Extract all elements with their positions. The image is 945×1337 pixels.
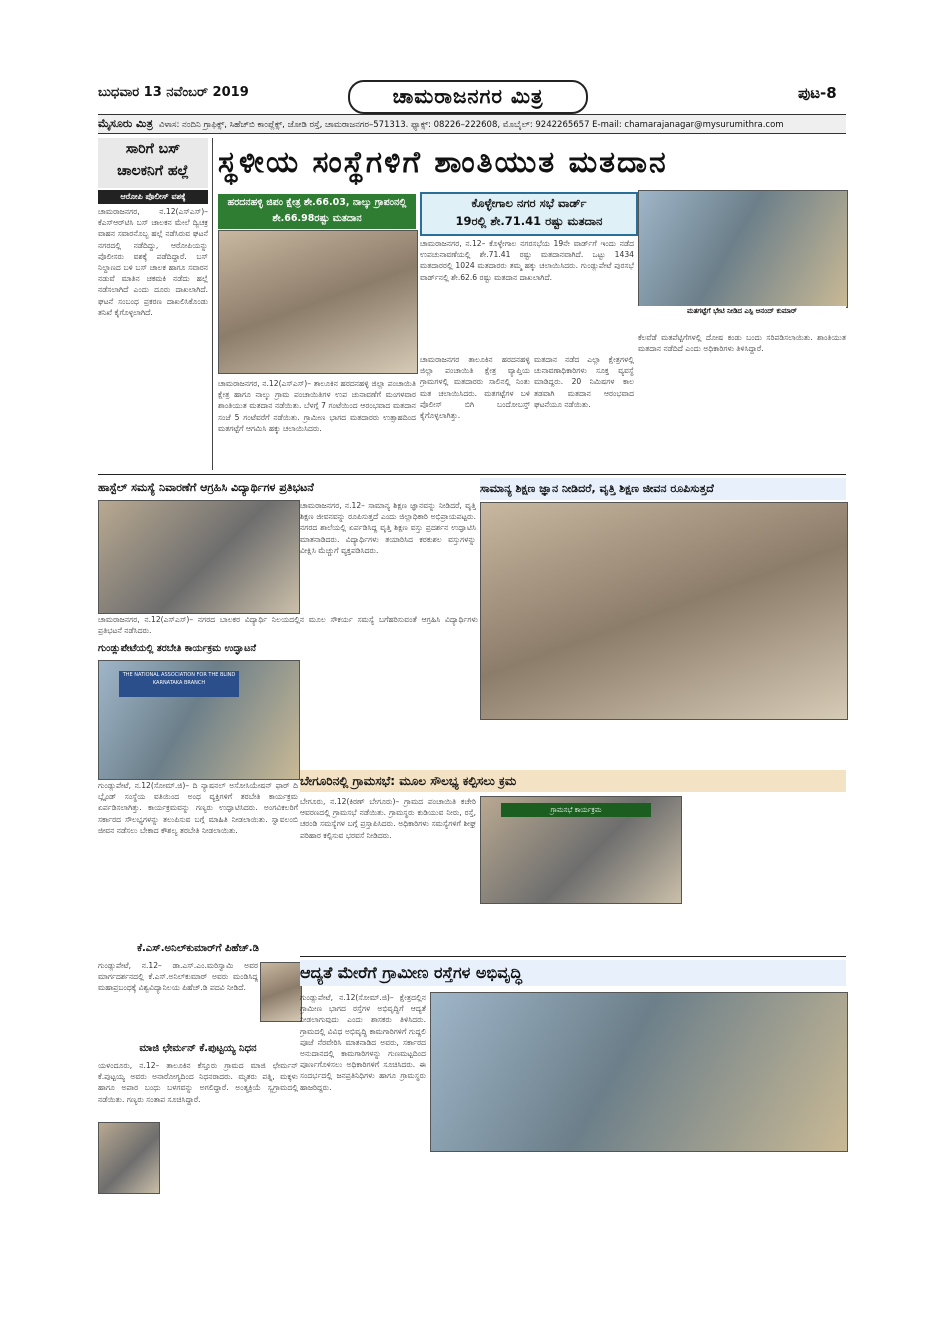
- anilkumar-portrait: [260, 962, 302, 1022]
- polling-photo-caption: ಮತಗಟ್ಟೆಗೆ ಭೇಟಿ ನೀಡಿದ ಎಸ್ಪಿ ಆನಂದ್ ಕುಮಾರ್: [638, 306, 846, 328]
- roads-body-cont: [430, 1154, 846, 1252]
- education-right-col: [684, 722, 846, 954]
- info-strip: [98, 114, 846, 134]
- phd-headline: ಕೆ.ಎಸ್.ಅನಿಲ್‌ಕುಮಾರ್‌ಗೆ ಪಿಹೆಚ್.ಡಿ: [137, 943, 259, 954]
- page-number: ಪುಟ-8: [798, 84, 837, 102]
- obit-body: ಯಳಂದೂರು, ನ.12– ತಾಲೂಕಿನ ಕೆಸ್ತೂರು ಗ್ರಾಮದ ಮಾಜಿ ಛೇರ್ಮನ್ ಕೆ.ಪುಟ್ಟಯ್ಯ ಅವರು ಅನಾರೋಗ್ಯದಿಂದ ನಿಧನರಾದರು. ಮೃತರು ಪತ್ನಿ, ಮಕ್ಕಳು ಹಾಗೂ ಅಪಾರ ಬಂಧು ಬಳಗವನ್ನು ಅಗಲಿದ್ದಾರೆ. ಅಂತ್ಯಕ್ರಿಯೆ ಸ್ವಗ್ರಾಮದಲ್ಲಿ ನಡೆಯಿತು. ಗಣ್ಯರು ಸಂತಾಪ ಸೂಚಿಸಿದ್ದಾರೆ.: [98, 1061, 298, 1104]
- right-story-head: [420, 192, 638, 236]
- issue-date: ಬುಧವಾರ 13 ನವೆಂಬರ್ 2019: [98, 85, 249, 100]
- vocational-exhibition-photo: [480, 502, 848, 720]
- hostel-body: ಚಾಮರಾಜನಗರ, ನ.12(ಎಸ್‌ಎಸ್)– ನಗರದ ಬಾಲಕರ ವಿದ್ಯಾರ್ಥಿ ನಿಲಯದಲ್ಲಿನ ಮೂಲ ಸೌಕರ್ಯ ಸಮಸ್ಯೆ ಬಗೆಹರಿಸುವಂತೆ ಆಗ್ರಹಿಸಿ ವಿದ್ಯಾರ್ಥಿಗಳು ಪ್ರತಿಭಟನೆ ನಡೆಸಿದರು.: [98, 615, 478, 636]
- gundlupet-body: ಗುಂಡ್ಲುಪೇಟೆ, ನ.12(ಸೋಮ್.ಜಿ)– ದಿ ನ್ಯಾಷನಲ್ ಅಸೋಸಿಯೇಷನ್ ಫಾರ್ ದಿ ಬ್ಲೈಂಡ್ ಸಂಸ್ಥೆಯ ವತಿಯಿಂದ ಅಂಧ ವ್ಯಕ್ತಿಗಳಿಗೆ ತರಬೇತಿ ಕಾರ್ಯಕ್ರಮ ಏರ್ಪಡಿಸಲಾಗಿತ್ತು. ಕಾರ್ಯಕ್ರಮವನ್ನು ಗಣ್ಯರು ಉದ್ಘಾಟಿಸಿದರು. ಅಂಗವಿಕಲರಿಗೆ ಸರ್ಕಾರದ ಸೌಲಭ್ಯಗಳನ್ನು ತಲುಪಿಸುವ ಬಗ್ಗೆ ಮಾಹಿತಿ ನೀಡಲಾಯಿತು. ಸ್ವಾವಲಂಬಿ ಜೀವನ ನಡೆಸಲು ಬೇಕಾದ ಕೌಶಲ್ಯ ತರಬೇತಿ ನೀಡಲಾಯಿತು.: [98, 781, 298, 835]
- column-divider: [212, 138, 213, 470]
- roads-body: ಗುಂಡ್ಲುಪೇಟೆ, ನ.12(ಸೋಮ್.ಜಿ)– ಕ್ಷೇತ್ರದಲ್ಲಿನ ಗ್ರಾಮೀಣ ಭಾಗದ ರಸ್ತೆಗಳ ಅಭಿವೃದ್ಧಿಗೆ ಆದ್ಯತೆ ನೀಡಲಾಗುವುದು ಎಂದು ಶಾಸಕರು ತಿಳಿಸಿದರು. ಗ್ರಾಮದಲ್ಲಿ ವಿವಿಧ ಅಭಿವೃದ್ಧಿ ಕಾಮಗಾರಿಗಳಿಗೆ ಗುದ್ದಲಿ ಪೂಜೆ ನೆರವೇರಿಸಿ ಮಾತನಾಡಿದ ಅವರು, ಸರ್ಕಾರದ ಅನುದಾನದಲ್ಲಿ ಕಾಮಗಾರಿಗಳನ್ನು ಗುಣಮಟ್ಟದಿಂದ ಪೂರ್ಣಗೊಳಿಸಲು ಅಧಿಕಾರಿಗಳಿಗೆ ಸೂಚಿಸಿದರು. ಈ ಸಂದರ್ಭದಲ್ಲಿ ಜನಪ್ರತಿನಿಧಿಗಳು ಹಾಗೂ ಗ್ರಾಮಸ್ಥರು ಹಾಜರಿದ್ದರು.: [300, 993, 426, 1092]
- center-story-body: ಚಾಮರಾಜನಗರ, ನ.12(ಎಸ್‌ಎಸ್)– ತಾಲೂಕಿನ ಹರದನಹಳ್ಳಿ ಜಿಲ್ಲಾ ಪಂಚಾಯಿತಿ ಕ್ಷೇತ್ರ ಹಾಗೂ ನಾಲ್ಕು ಗ್ರಾಮ ಪಂಚಾಯಿತಿಗಳ ಉಪ ಚುನಾವಣೆಗೆ ಮಂಗಳವಾರ ಶಾಂತಿಯುತ ಮತದಾನ ನಡೆಯಿತು. ಬೆಳಗ್ಗೆ 7 ಗಂಟೆಯಿಂದ ಆರಂಭವಾದ ಮತದಾನ ಸಂಜೆ 5 ಗಂಟೆವರೆಗೆ ನಡೆಯಿತು. ಗ್ರಾಮೀಣ ಭಾಗದ ಮತದಾರರು ಉತ್ಸಾಹದಿಂದ ಮತಗಟ್ಟೆಗೆ ಆಗಮಿಸಿ ಹಕ್ಕು ಚಲಾಯಿಸಿದರು.: [218, 379, 416, 433]
- left-story-body: ಚಾಮರಾಜನಗರ, ನ.12(ಎಸ್‌ಎಸ್)– ಕೆಎಸ್‌ಆರ್‌ಟಿಸಿ ಬಸ್ ಚಾಲಕನ ಮೇಲೆ ದ್ವಿಚಕ್ರ ವಾಹನ ಸವಾರನೊಬ್ಬ ಹಲ್ಲೆ ನಡೆಸಿರುವ ಘಟನೆ ನಗರದಲ್ಲಿ ನಡೆದಿದ್ದು, ಆರೋಪಿಯನ್ನು ಪೊಲೀಸರು ವಶಕ್ಕೆ ಪಡೆದಿದ್ದಾರೆ. ಬಸ್ ನಿಲ್ದಾಣದ ಬಳಿ ಬಸ್ ಚಾಲಕ ಹಾಗೂ ಸವಾರನ ನಡುವೆ ಮಾತಿನ ಚಕಮಕಿ ನಡೆದು ಹಲ್ಲೆ ನಡೆಸಲಾಗಿದೆ ಎಂದು ದೂರು ದಾಖಲಾಗಿದೆ. ಘಟನೆ ಸಂಬಂಧ ಪ್ರಕರಣ ದಾಖಲಿಸಿಕೊಂಡು ತನಿಖೆ ಕೈಗೊಳ್ಳಲಾಗಿದೆ.: [98, 207, 208, 317]
- polling-station-photo: [638, 190, 848, 308]
- mid-body-col-2: ಮತದಾನ ನಡೆದ ಎಲ್ಲಾ ಕ್ಷೇತ್ರಗಳಲ್ಲಿ ಚುನಾವಣಾಧಿಕಾರಿಗಳು ಸೂಕ್ತ ವ್ಯವಸ್ಥೆ ಮಾಡಿದ್ದರು. 20 ನಿಮಿಷಗಳ ಕಾಲ ತಡವಾಗಿ ಮತದಾನ ಆರಂಭವಾದ ಘಟನೆಯೂ ನಡೆಯಿತು.: [534, 355, 634, 409]
- grama-sabha-banner: ಗ್ರಾಮಸಭೆ ಕಾರ್ಯಕ್ರಮ: [501, 803, 651, 817]
- education-body: ಚಾಮರಾಜನಗರ, ನ.12– ಸಾಮಾನ್ಯ ಶಿಕ್ಷಣ ಜ್ಞಾನವನ್ನು ನೀಡಿದರೆ, ವೃತ್ತಿ ಶಿಕ್ಷಣ ಜೀವನವನ್ನು ರೂಪಿಸುತ್ತದೆ ಎಂದು ಜಿಲ್ಲಾಧಿಕಾರಿ ಅಭಿಪ್ರಾಯಪಟ್ಟರು. ನಗರದ ಶಾಲೆಯಲ್ಲಿ ಏರ್ಪಡಿಸಿದ್ದ ವೃತ್ತಿ ಶಿಕ್ಷಣ ವಸ್ತು ಪ್ರದರ್ಶನ ಉದ್ಘಾಟಿಸಿ ಮಾತನಾಡಿದರು. ವಿದ್ಯಾರ್ಥಿಗಳು ತಯಾರಿಸಿದ ಕರಕುಶಲ ವಸ್ತುಗಳನ್ನು ವೀಕ್ಷಿಸಿ ಮೆಚ್ಚುಗೆ ವ್ಯಕ್ತಪಡಿಸಿದರು.: [300, 501, 476, 555]
- info-brand: ಮೈಸೂರು ಮಿತ್ರ: [98, 117, 153, 130]
- info-address: ವಿಳಾಸ: ನಂದಿನಿ ಗ್ರಾಫಿಕ್ಸ್, ಸಿಹೆಚ್‌ಬಿ ಕಾಂಪ್ಲೆಕ್ಸ್, ಜೋಡಿ ರಸ್ತೆ, ಚಾಮರಾಜನಗರ–571313. ಫ್ಯಾಕ್ಸ್: 08226–222608, ಮೊಬೈಲ್: 9242265657 E-mail: chamarajanagar@mysurumithra.com: [158, 120, 784, 130]
- gundlupet-headline: ಗುಂಡ್ಲುಪೇಟೆಯಲ್ಲಿ ತರಬೇತಿ ಕಾರ್ಯಕ್ರಮ ಉದ್ಘಾಟನೆ: [98, 643, 257, 654]
- section-divider: [300, 956, 846, 957]
- grama-sabha-photo: [480, 796, 682, 904]
- mid-body-col-1: ಚಾಮರಾಜನಗರ ತಾಲೂಕಿನ ಹರದನಹಳ್ಳಿ ಜಿಲ್ಲಾ ಪಂಚಾಯಿತಿ ಕ್ಷೇತ್ರ ವ್ಯಾಪ್ತಿಯ ಗ್ರಾಮಗಳಲ್ಲಿ ಮತದಾರರು ಸಾಲಿನಲ್ಲಿ ನಿಂತು ಮತ ಚಲಾಯಿಸಿದರು. ಮತಗಟ್ಟೆಗಳ ಬಳಿ ಪೊಲೀಸ್ ಬಿಗಿ ಬಂದೋಬಸ್ತ್ ಕೈಗೊಳ್ಳಲಾಗಿತ್ತು.: [420, 355, 530, 421]
- mid-body-col-3: ಕೆಲವೆಡೆ ಮತಪೆಟ್ಟಿಗೆಗಳಲ್ಲಿ ದೋಷ ಕಂಡು ಬಂದು ಸರಿಪಡಿಸಲಾಯಿತು. ಶಾಂತಿಯುತ ಮತದಾನ ನಡೆದಿದೆ ಎಂದು ಅಧಿಕಾರಿಗಳು ತಿಳಿಸಿದ್ದಾರೆ.: [638, 333, 846, 354]
- main-headline: ಸ್ಥಳೀಯ ಸಂಸ್ಥೆಗಳಿಗೆ ಶಾಂತಿಯುತ ಮತದಾನ: [218, 145, 668, 180]
- left-story-tag: ಆರೋಪಿ ಪೊಲೀಸ್ ವಶಕ್ಕೆ: [98, 190, 208, 204]
- education-body-cont: [300, 724, 476, 762]
- puttaiah-portrait: [98, 1122, 160, 1194]
- begur-body: ಬೇಗೂರು, ನ.12(ಕಿರಣ್ ಬೇಗೂರು)– ಗ್ರಾಮದ ಪಂಚಾಯಿತಿ ಕಚೇರಿ ಆವರಣದಲ್ಲಿ ಗ್ರಾಮಸಭೆ ನಡೆಯಿತು. ಗ್ರಾಮಸ್ಥರು ಕುಡಿಯುವ ನೀರು, ರಸ್ತೆ, ಚರಂಡಿ ಸಮಸ್ಯೆಗಳ ಬಗ್ಗೆ ಪ್ರಸ್ತಾಪಿಸಿದರು. ಅಧಿಕಾರಿಗಳು ಸಮಸ್ಯೆಗಳಿಗೆ ಶೀಘ್ರ ಪರಿಹಾರ ಕಲ್ಪಿಸುವ ಭರವಸೆ ನೀಡಿದರು.: [300, 797, 476, 840]
- road-inauguration-photo: [430, 992, 848, 1152]
- training-banner: THE NATIONAL ASSOCIATION FOR THE BLIND KARNATAKA BRANCH: [119, 671, 239, 697]
- right-story-body: ಚಾಮರಾಜನಗರ, ನ.12– ಕೊಳ್ಳೇಗಾಲ ನಗರಸಭೆಯ 19ನೇ ವಾರ್ಡ್‌ಗೆ ಇಂದು ನಡೆದ ಉಪಚುನಾವಣೆಯಲ್ಲಿ ಶೇ.71.41 ರಷ್ಟು ಮತದಾನವಾಗಿದೆ. ಒಟ್ಟು 1434 ಮತದಾರರಲ್ಲಿ 1024 ಮತದಾರರು ತಮ್ಮ ಹಕ್ಕು ಚಲಾಯಿಸಿದರು. ಗುಂಡ್ಲುಪೇಟೆ ಪುರಸಭೆ ವಾರ್ಡ್‌ನಲ್ಲಿ ಶೇ.62.6 ರಷ್ಟು ಮತದಾನ ದಾಖಲಾಗಿದೆ.: [420, 239, 634, 282]
- voters-queue-photo: [218, 230, 418, 374]
- obit-headline: ಮಾಜಿ ಛೇರ್ಮನ್ ಕೆ.ಪುಟ್ಟಯ್ಯ ನಿಧನ: [139, 1043, 257, 1054]
- section-divider: [98, 474, 846, 475]
- right-story-head-1: ಕೊಳ್ಳೇಗಾಲ ನಗರ ಸಭೆ ವಾರ್ಡ್: [471, 196, 587, 210]
- hostel-protest-photo: [98, 500, 300, 614]
- left-story-head-1: ಸಾರಿಗೆ ಬಸ್: [125, 141, 181, 157]
- left-story-head: [98, 138, 208, 188]
- begur-headline: ಬೇಗೂರಿನಲ್ಲಿ ಗ್ರಾಮಸಭೆ: ಮೂಲ ಸೌಲಭ್ಯ ಕಲ್ಪಿಸಲು ಕ್ರಮ: [300, 770, 846, 792]
- education-headline: ಸಾಮಾನ್ಯ ಶಿಕ್ಷಣ ಜ್ಞಾನ ನೀಡಿದರೆ, ವೃತ್ತಿ ಶಿಕ್ಷಣ ಜೀವನ ರೂಪಿಸುತ್ತದೆ: [480, 478, 846, 500]
- training-program-photo: [98, 660, 300, 780]
- masthead: ಚಾಮರಾಜನಗರ ಮಿತ್ರ: [348, 80, 588, 114]
- hostel-headline: ಹಾಸ್ಟೆಲ್ ಸಮಸ್ಯೆ ನಿವಾರಣೆಗೆ ಆಗ್ರಹಿಸಿ ವಿದ್ಯಾರ್ಥಿಗಳ ಪ್ರತಿಭಟನೆ: [98, 481, 314, 494]
- begur-body-cont: [480, 904, 680, 954]
- center-story-head: ಹರದನಹಳ್ಳಿ ಜಿಪಂ ಕ್ಷೇತ್ರ ಶೇ.66.03, ನಾಲ್ಕು ಗ್ರಾಪಂನಲ್ಲಿ ಶೇ.66.98ರಷ್ಟು ಮತದಾನ: [218, 194, 416, 229]
- phd-body: ಗುಂಡ್ಲುಪೇಟೆ, ನ.12– ಡಾ.ಎಸ್.ಎಂ.ಮರಿಸ್ವಾಮಿ ಅವರ ಮಾರ್ಗದರ್ಶನದಲ್ಲಿ ಕೆ.ಎಸ್.ಅನಿಲ್‌ಕುಮಾರ್ ಅವರು ಮಂಡಿಸಿದ್ದ ಮಹಾಪ್ರಬಂಧಕ್ಕೆ ವಿಶ್ವವಿದ್ಯಾನಿಲಯ ಪಿಹೆಚ್.ಡಿ ಪದವಿ ನೀಡಿದೆ.: [98, 961, 258, 993]
- right-story-head-2: 19ರಲ್ಲಿ ಶೇ.71.41 ರಷ್ಟು ಮತದಾನ: [455, 214, 603, 228]
- roads-headline: ಆದ್ಯತೆ ಮೇರೆಗೆ ಗ್ರಾಮೀಣ ರಸ್ತೆಗಳ ಅಭಿವೃದ್ಧಿ: [300, 960, 846, 986]
- obit-body-cont: [162, 1122, 298, 1252]
- left-story-head-2: ಚಾಲಕನಿಗೆ ಹಲ್ಲೆ: [117, 163, 189, 179]
